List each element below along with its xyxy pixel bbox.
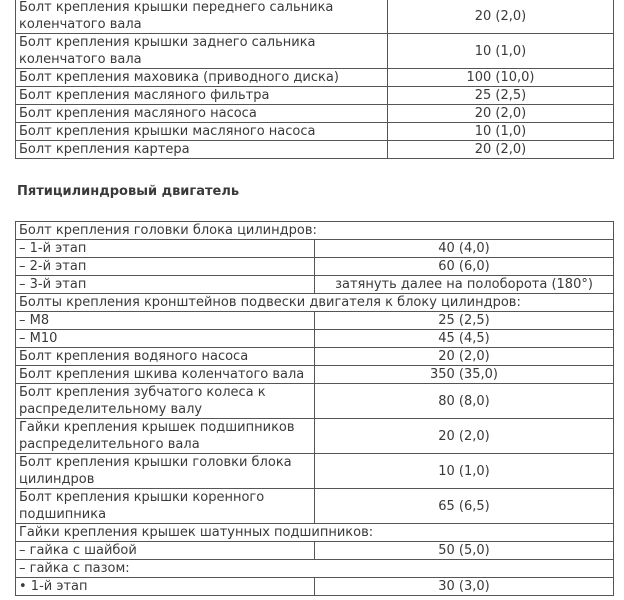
table-row (16, 348, 614, 366)
table-row (16, 366, 614, 384)
table-row (16, 276, 614, 294)
torque-table-five-cylinder (15, 221, 614, 596)
part-name: Болт крепления зубчатого колеса к распределительному валу (16, 384, 315, 419)
table-row (16, 542, 614, 560)
torque-value: 60 (6,0) (315, 258, 614, 276)
table-row (16, 141, 614, 159)
part-group-name: Болт крепления головки блока цилиндров: (16, 222, 614, 240)
part-name: – M10 (16, 330, 315, 348)
table-row (16, 123, 614, 141)
table-row (16, 69, 614, 87)
table-row-heading (16, 222, 614, 240)
part-name: Гайки крепления крышек подшипников распределительного вала (16, 419, 315, 454)
torque-value: 80 (8,0) (315, 384, 614, 419)
torque-value: 10 (1,0) (388, 34, 614, 69)
table-row-heading (16, 560, 614, 578)
part-name: Болт крепления крышки головки блока цилиндров (16, 454, 315, 489)
part-name: Болт крепления маховика (приводного диска) (16, 69, 388, 87)
table-row (16, 578, 614, 596)
torque-value: 45 (4,5) (315, 330, 614, 348)
table-row (16, 454, 614, 489)
table-row-heading (16, 524, 614, 542)
part-name: – гайка с шайбой (16, 542, 315, 560)
torque-value: 25 (2,5) (315, 312, 614, 330)
table-row (16, 0, 614, 34)
torque-value: 50 (5,0) (315, 542, 614, 560)
part-name: Болт крепления картера (16, 141, 388, 159)
torque-value: 20 (2,0) (388, 141, 614, 159)
table-row (16, 240, 614, 258)
part-name: – M8 (16, 312, 315, 330)
part-name: Болт крепления крышки коренного подшипника (16, 489, 315, 524)
part-name: Болт крепления крышки переднего сальника коленчатого вала (16, 0, 388, 34)
part-name: – 3-й этап (16, 276, 315, 294)
table-row (16, 312, 614, 330)
torque-value: 100 (10,0) (388, 69, 614, 87)
table-row (16, 419, 614, 454)
torque-value: 65 (6,5) (315, 489, 614, 524)
torque-value: 20 (2,0) (315, 348, 614, 366)
table-row (16, 384, 614, 419)
torque-value: 25 (2,5) (388, 87, 614, 105)
part-group-name: Гайки крепления крышек шатунных подшипников: (16, 524, 614, 542)
torque-table-four-cylinder (15, 0, 614, 159)
table-row (16, 489, 614, 524)
part-name: Болт крепления крышки заднего сальника коленчатого вала (16, 34, 388, 69)
torque-value: 30 (3,0) (315, 578, 614, 596)
table-row-heading (16, 294, 614, 312)
part-name: Болт крепления масляного фильтра (16, 87, 388, 105)
part-group-name: – гайка с пазом: (16, 560, 614, 578)
part-group-name: Болты крепления кронштейнов подвески двигателя к блоку цилиндров: (16, 294, 614, 312)
torque-value: 20 (2,0) (388, 105, 614, 123)
torque-value: 10 (1,0) (388, 123, 614, 141)
torque-value: 20 (2,0) (388, 0, 614, 34)
part-name: Болт крепления масляного насоса (16, 105, 388, 123)
torque-value: 350 (35,0) (315, 366, 614, 384)
table-row (16, 87, 614, 105)
table-row (16, 330, 614, 348)
part-name: Болт крепления крышки масляного насоса (16, 123, 388, 141)
table-row (16, 258, 614, 276)
table-row (16, 105, 614, 123)
part-name: • 1-й этап (16, 578, 315, 596)
torque-value: 20 (2,0) (315, 419, 614, 454)
table-row (16, 34, 614, 69)
part-name: Болт крепления шкива коленчатого вала (16, 366, 315, 384)
section-title: Пятицилиндровый двигатель (17, 184, 240, 199)
part-name: – 2-й этап (16, 258, 315, 276)
torque-value: 10 (1,0) (315, 454, 614, 489)
part-name: Болт крепления водяного насоса (16, 348, 315, 366)
part-name: – 1-й этап (16, 240, 315, 258)
torque-value: 40 (4,0) (315, 240, 614, 258)
torque-value: затянуть далее на полоборота (180°) (315, 276, 614, 294)
